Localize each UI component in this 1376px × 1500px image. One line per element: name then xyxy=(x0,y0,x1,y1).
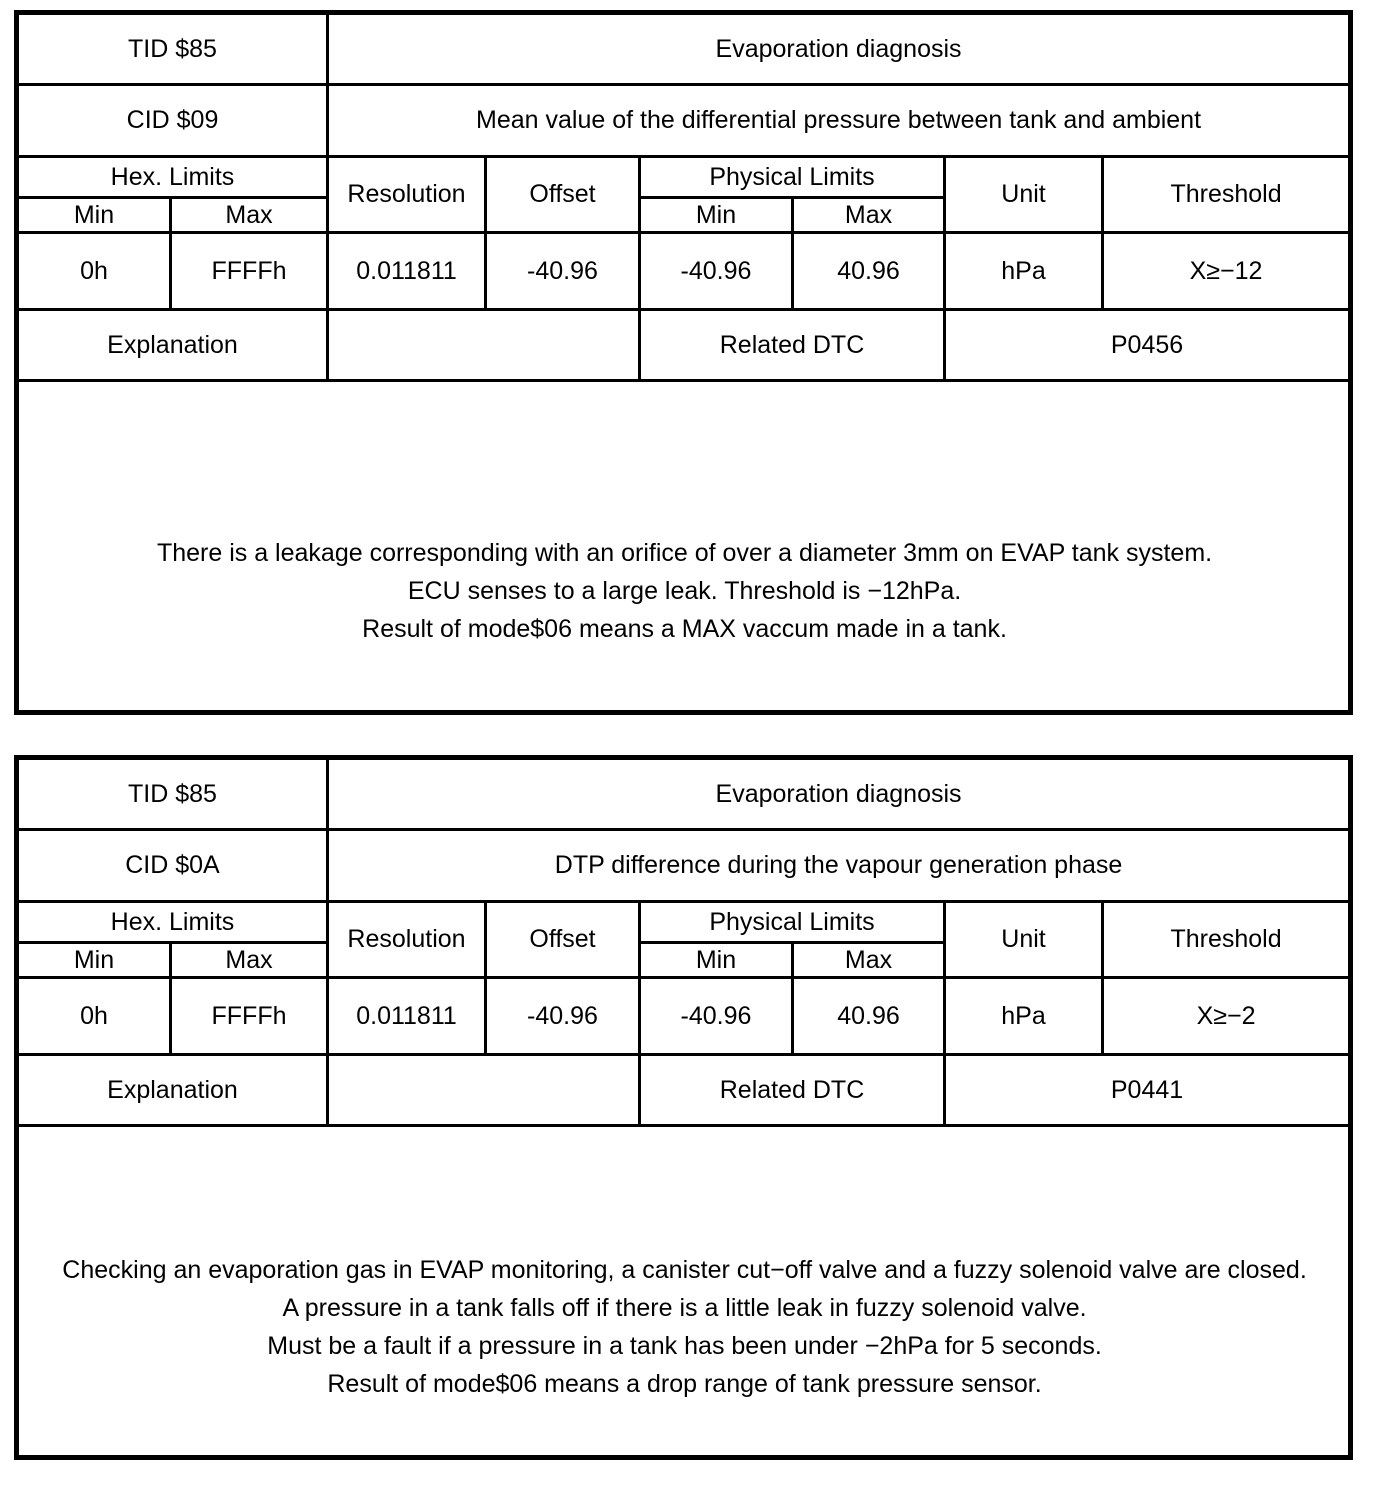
cid-title: Mean value of the differential pressure between tank and ambient xyxy=(328,85,1351,157)
hex-min-value: 0h xyxy=(17,978,171,1055)
page xyxy=(14,10,1348,1460)
resolution-value: 0.011811 xyxy=(328,233,486,310)
cid-label: CID $09 xyxy=(17,85,328,157)
hex-max-value: FFFFh xyxy=(171,978,328,1055)
hex-max-header: Max xyxy=(171,198,328,233)
resolution-header: Resolution xyxy=(328,902,486,978)
tid-label: TID $85 xyxy=(17,13,328,85)
physical-limits-header: Physical Limits xyxy=(640,902,945,943)
resolution-value: 0.011811 xyxy=(328,978,486,1055)
hex-max-value: FFFFh xyxy=(171,233,328,310)
explanation-line: Must be a fault if a pressure in a tank has been under −2hPa for 5 seconds. xyxy=(267,1332,1102,1360)
phys-min-header: Min xyxy=(640,943,793,978)
phys-min-value: -40.96 xyxy=(640,978,793,1055)
phys-min-value: -40.96 xyxy=(640,233,793,310)
hex-min-value: 0h xyxy=(17,233,171,310)
unit-header: Unit xyxy=(945,157,1103,233)
related-dtc-label: Related DTC xyxy=(640,1055,945,1126)
offset-header: Offset xyxy=(486,902,640,978)
threshold-value: X≥−2 xyxy=(1103,978,1351,1055)
empty-cell xyxy=(328,310,640,381)
phys-max-value: 40.96 xyxy=(793,978,945,1055)
spec-table-cid0a xyxy=(14,755,1353,1460)
hex-limits-header: Hex. Limits xyxy=(17,157,328,198)
offset-value: -40.96 xyxy=(486,233,640,310)
explanation-label: Explanation xyxy=(17,310,328,381)
explanation-text xyxy=(17,381,1351,713)
resolution-header: Resolution xyxy=(328,157,486,233)
explanation-line: ECU senses to a large leak. Threshold is −12hPa. xyxy=(407,577,962,605)
phys-max-header: Max xyxy=(793,198,945,233)
cid-label: CID $0A xyxy=(17,830,328,902)
threshold-value: X≥−12 xyxy=(1103,233,1351,310)
unit-value: hPa xyxy=(945,978,1103,1055)
threshold-header: Threshold xyxy=(1103,157,1351,233)
explanation-text xyxy=(17,1126,1351,1458)
explanation-label: Explanation xyxy=(17,1055,328,1126)
tid-title: Evaporation diagnosis xyxy=(328,13,1351,85)
related-dtc-label: Related DTC xyxy=(640,310,945,381)
spec-table-cid09 xyxy=(14,10,1353,715)
cid-title: DTP difference during the vapour generation phase xyxy=(328,830,1351,902)
unit-value: hPa xyxy=(945,233,1103,310)
empty-cell xyxy=(328,1055,640,1126)
hex-limits-header: Hex. Limits xyxy=(17,902,328,943)
hex-min-header: Min xyxy=(17,198,171,233)
explanation-line: Result of mode$06 means a drop range of tank pressure sensor. xyxy=(327,1370,1042,1398)
explanation-line: There is a leakage corresponding with an orifice of over a diameter 3mm on EVAP tank system. xyxy=(156,539,1213,567)
offset-value: -40.96 xyxy=(486,978,640,1055)
tid-title: Evaporation diagnosis xyxy=(328,758,1351,830)
hex-max-header: Max xyxy=(171,943,328,978)
tid-label: TID $85 xyxy=(17,758,328,830)
explanation-line: Result of mode$06 means a MAX vaccum made in a tank. xyxy=(362,615,1007,643)
threshold-header: Threshold xyxy=(1103,902,1351,978)
related-dtc-value: P0456 xyxy=(945,310,1351,381)
explanation-line: A pressure in a tank falls off if there is a little leak in fuzzy solenoid valve. xyxy=(282,1294,1087,1322)
phys-max-header: Max xyxy=(793,943,945,978)
phys-min-header: Min xyxy=(640,198,793,233)
hex-min-header: Min xyxy=(17,943,171,978)
explanation-line: Checking an evaporation gas in EVAP monitoring, a canister cut−off valve and a fuzzy solenoid valve are closed. xyxy=(62,1256,1307,1284)
phys-max-value: 40.96 xyxy=(793,233,945,310)
physical-limits-header: Physical Limits xyxy=(640,157,945,198)
offset-header: Offset xyxy=(486,157,640,233)
related-dtc-value: P0441 xyxy=(945,1055,1351,1126)
unit-header: Unit xyxy=(945,902,1103,978)
